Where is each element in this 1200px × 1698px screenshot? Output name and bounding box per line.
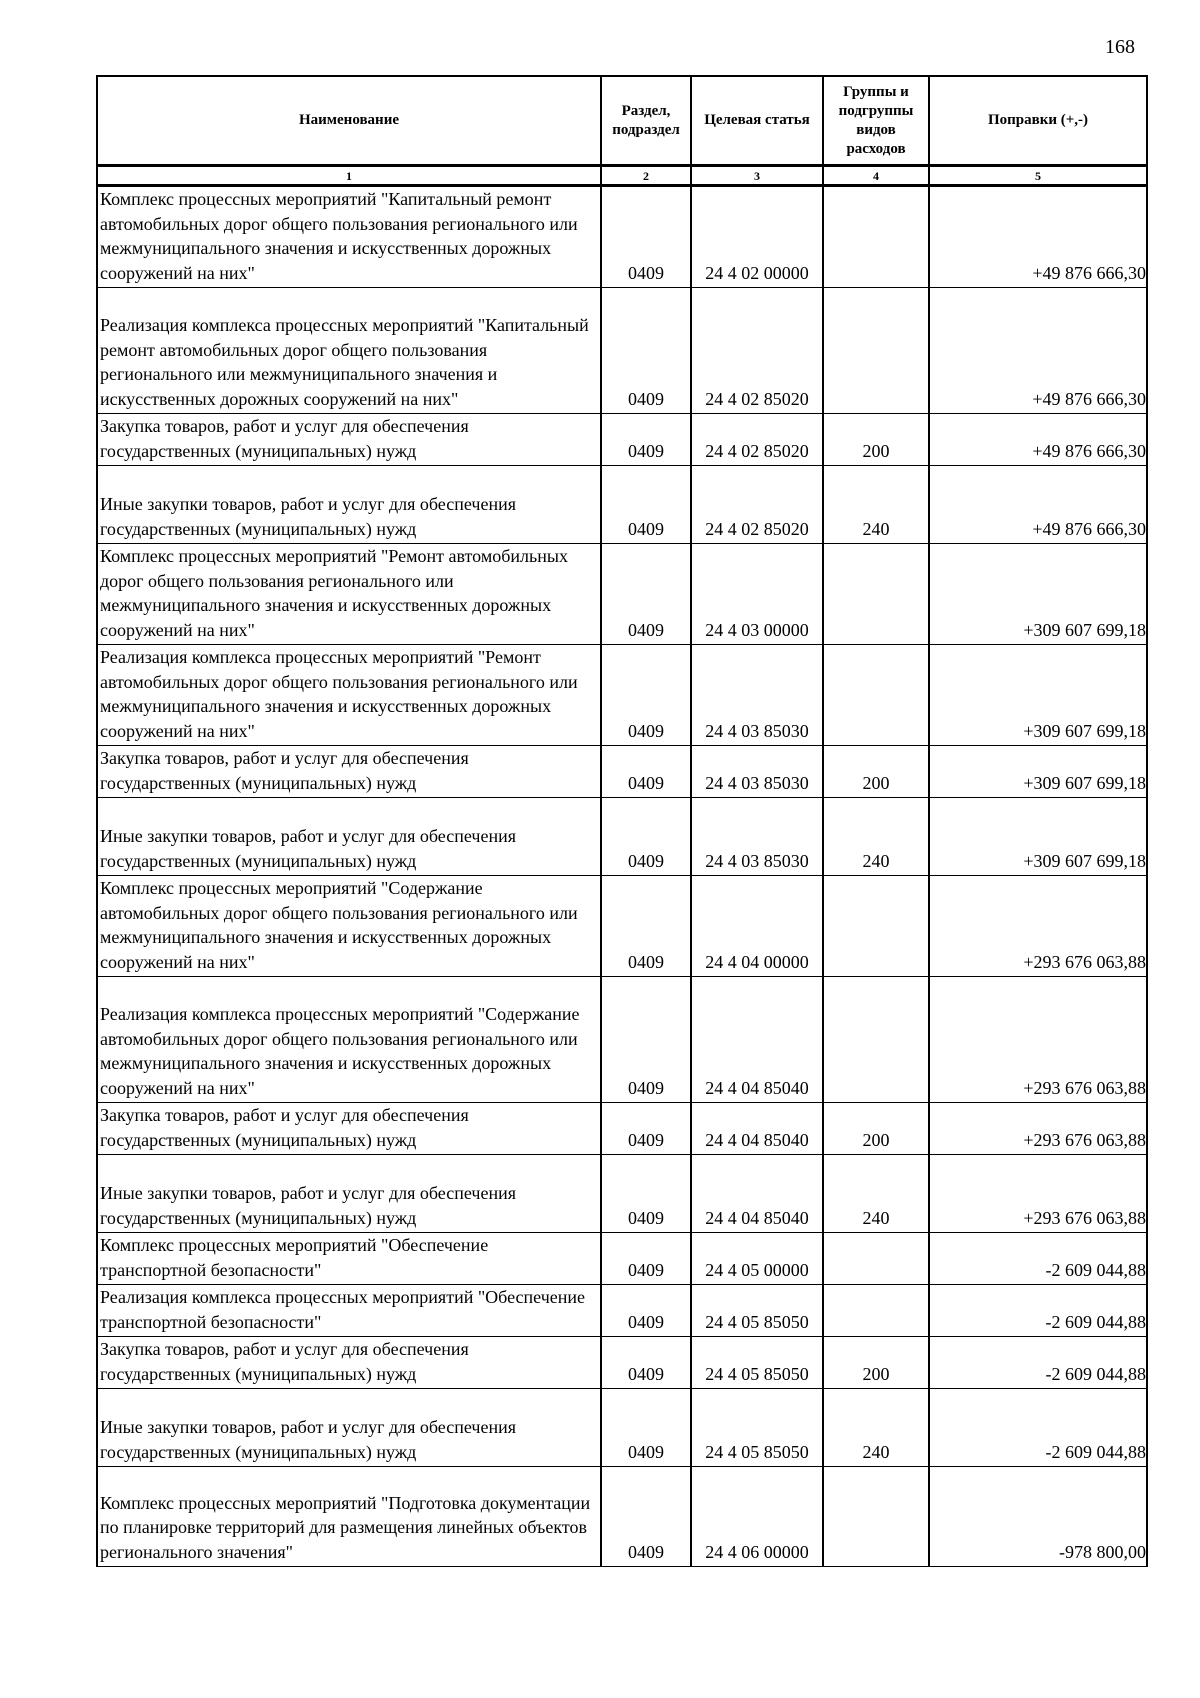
cell-group <box>823 1285 929 1337</box>
cell-amount: -2 609 044,88 <box>929 1233 1147 1285</box>
table-body <box>97 186 1147 1567</box>
cell-name: Реализация комплекса процессных мероприятий "Обеспечение транспортной безопасности" <box>97 1285 601 1337</box>
cell-group: 240 <box>823 1389 929 1467</box>
cell-target: 24 4 03 00000 <box>691 544 823 645</box>
cell-name: Комплекс процессных мероприятий "Ремонт автомобильных дорог общего пользования регионального или межмуниципального значения и искусственных дорожных сооружений на них" <box>97 544 601 645</box>
cell-section: 0409 <box>601 977 691 1103</box>
cell-amount: +309 607 699,18 <box>929 798 1147 876</box>
cell-group: 200 <box>823 1103 929 1155</box>
table-row <box>97 1103 1147 1155</box>
cell-target: 24 4 04 85040 <box>691 977 823 1103</box>
cell-amount: +293 676 063,88 <box>929 977 1147 1103</box>
cell-amount: +309 607 699,18 <box>929 544 1147 645</box>
cell-section: 0409 <box>601 1103 691 1155</box>
cell-name: Реализация комплекса процессных мероприятий "Содержание автомобильных дорог общего пользования регионального или межмуниципального значения и искусственных дорожных сооружений на них" <box>97 977 601 1103</box>
table-row <box>97 1337 1147 1389</box>
cell-name: Закупка товаров, работ и услуг для обеспечения государственных (муниципальных) нужд <box>97 746 601 798</box>
cell-amount: +309 607 699,18 <box>929 645 1147 746</box>
cell-section: 0409 <box>601 1285 691 1337</box>
column-number-row <box>97 166 1147 186</box>
cell-section: 0409 <box>601 1337 691 1389</box>
cell-amount: +49 876 666,30 <box>929 466 1147 544</box>
cell-target: 24 4 05 00000 <box>691 1233 823 1285</box>
cell-name: Иные закупки товаров, работ и услуг для обеспечения государственных (муниципальных) нужд <box>97 466 601 544</box>
cell-amount: +49 876 666,30 <box>929 288 1147 414</box>
page-number: 168 <box>1105 36 1135 58</box>
cell-target: 24 4 03 85030 <box>691 746 823 798</box>
header-section: Раздел, подраздел <box>601 76 691 166</box>
cell-section: 0409 <box>601 1233 691 1285</box>
cell-section: 0409 <box>601 414 691 466</box>
table-row <box>97 186 1147 288</box>
table-row <box>97 1467 1147 1567</box>
column-number: 4 <box>823 166 929 186</box>
cell-group <box>823 1467 929 1567</box>
cell-section: 0409 <box>601 1467 691 1567</box>
cell-section: 0409 <box>601 288 691 414</box>
cell-group <box>823 186 929 288</box>
cell-name: Закупка товаров, работ и услуг для обеспечения государственных (муниципальных) нужд <box>97 1103 601 1155</box>
cell-name: Закупка товаров, работ и услуг для обеспечения государственных (муниципальных) нужд <box>97 414 601 466</box>
table-row <box>97 1285 1147 1337</box>
cell-target: 24 4 02 85020 <box>691 288 823 414</box>
column-number: 3 <box>691 166 823 186</box>
cell-group <box>823 876 929 977</box>
table-row <box>97 414 1147 466</box>
header-amount: Поправки (+,-) <box>929 76 1147 166</box>
cell-target: 24 4 02 85020 <box>691 466 823 544</box>
table-row <box>97 798 1147 876</box>
cell-group: 200 <box>823 746 929 798</box>
column-number: 2 <box>601 166 691 186</box>
header-target: Целевая статья <box>691 76 823 166</box>
cell-target: 24 4 04 00000 <box>691 876 823 977</box>
cell-amount: +293 676 063,88 <box>929 1103 1147 1155</box>
table-row <box>97 1233 1147 1285</box>
cell-target: 24 4 05 85050 <box>691 1285 823 1337</box>
table-row <box>97 977 1147 1103</box>
cell-target: 24 4 06 00000 <box>691 1467 823 1567</box>
cell-group <box>823 288 929 414</box>
cell-group <box>823 977 929 1103</box>
cell-group <box>823 645 929 746</box>
cell-amount: +309 607 699,18 <box>929 746 1147 798</box>
table-row <box>97 1155 1147 1233</box>
cell-amount: -978 800,00 <box>929 1467 1147 1567</box>
cell-name: Комплекс процессных мероприятий "Капитальный ремонт автомобильных дорог общего пользования регионального или межмуниципального значения и искусственных дорожных сооружений на них" <box>97 186 601 288</box>
cell-target: 24 4 03 85030 <box>691 645 823 746</box>
cell-target: 24 4 04 85040 <box>691 1155 823 1233</box>
column-number: 5 <box>929 166 1147 186</box>
cell-group <box>823 1233 929 1285</box>
cell-section: 0409 <box>601 645 691 746</box>
cell-amount: +293 676 063,88 <box>929 1155 1147 1233</box>
cell-amount: +49 876 666,30 <box>929 186 1147 288</box>
cell-amount: -2 609 044,88 <box>929 1285 1147 1337</box>
cell-section: 0409 <box>601 466 691 544</box>
cell-name: Иные закупки товаров, работ и услуг для обеспечения государственных (муниципальных) нужд <box>97 1155 601 1233</box>
header-group: Группы и подгруппы видов расходов <box>823 76 929 166</box>
table-row <box>97 1389 1147 1467</box>
cell-group: 240 <box>823 1155 929 1233</box>
cell-name: Комплекс процессных мероприятий "Подготовка документации по планировке территорий для размещения линейных объектов регионального значения" <box>97 1467 601 1567</box>
cell-name: Комплекс процессных мероприятий "Содержание автомобильных дорог общего пользования регионального или межмуниципального значения и искусственных дорожных сооружений на них" <box>97 876 601 977</box>
cell-target: 24 4 04 85040 <box>691 1103 823 1155</box>
cell-name: Закупка товаров, работ и услуг для обеспечения государственных (муниципальных) нужд <box>97 1337 601 1389</box>
cell-group: 200 <box>823 1337 929 1389</box>
table-row <box>97 544 1147 645</box>
table-header-row <box>97 76 1147 166</box>
cell-section: 0409 <box>601 798 691 876</box>
table-row <box>97 876 1147 977</box>
header-name: Наименование <box>97 76 601 166</box>
cell-amount: -2 609 044,88 <box>929 1389 1147 1467</box>
cell-group: 240 <box>823 798 929 876</box>
cell-amount: -2 609 044,88 <box>929 1337 1147 1389</box>
table-row <box>97 288 1147 414</box>
cell-target: 24 4 02 85020 <box>691 414 823 466</box>
cell-name: Реализация комплекса процессных мероприятий "Капитальный ремонт автомобильных дорог общего пользования регионального или межмуниципального значения и искусственных дорожных сооружений на них" <box>97 288 601 414</box>
cell-name: Комплекс процессных мероприятий "Обеспечение транспортной безопасности" <box>97 1233 601 1285</box>
cell-group: 200 <box>823 414 929 466</box>
table-row <box>97 645 1147 746</box>
cell-section: 0409 <box>601 1155 691 1233</box>
cell-name: Иные закупки товаров, работ и услуг для обеспечения государственных (муниципальных) нужд <box>97 1389 601 1467</box>
cell-name: Иные закупки товаров, работ и услуг для обеспечения государственных (муниципальных) нужд <box>97 798 601 876</box>
column-number: 1 <box>97 166 601 186</box>
cell-name: Реализация комплекса процессных мероприятий "Ремонт автомобильных дорог общего пользования регионального или межмуниципального значения и искусственных дорожных сооружений на них" <box>97 645 601 746</box>
cell-target: 24 4 03 85030 <box>691 798 823 876</box>
cell-target: 24 4 05 85050 <box>691 1337 823 1389</box>
cell-amount: +49 876 666,30 <box>929 414 1147 466</box>
cell-section: 0409 <box>601 186 691 288</box>
table-row <box>97 466 1147 544</box>
cell-target: 24 4 02 00000 <box>691 186 823 288</box>
table-row <box>97 746 1147 798</box>
cell-group <box>823 544 929 645</box>
cell-section: 0409 <box>601 746 691 798</box>
cell-amount: +293 676 063,88 <box>929 876 1147 977</box>
cell-section: 0409 <box>601 876 691 977</box>
cell-section: 0409 <box>601 544 691 645</box>
budget-amendments-table <box>96 75 1148 1567</box>
cell-section: 0409 <box>601 1389 691 1467</box>
cell-target: 24 4 05 85050 <box>691 1389 823 1467</box>
cell-group: 240 <box>823 466 929 544</box>
